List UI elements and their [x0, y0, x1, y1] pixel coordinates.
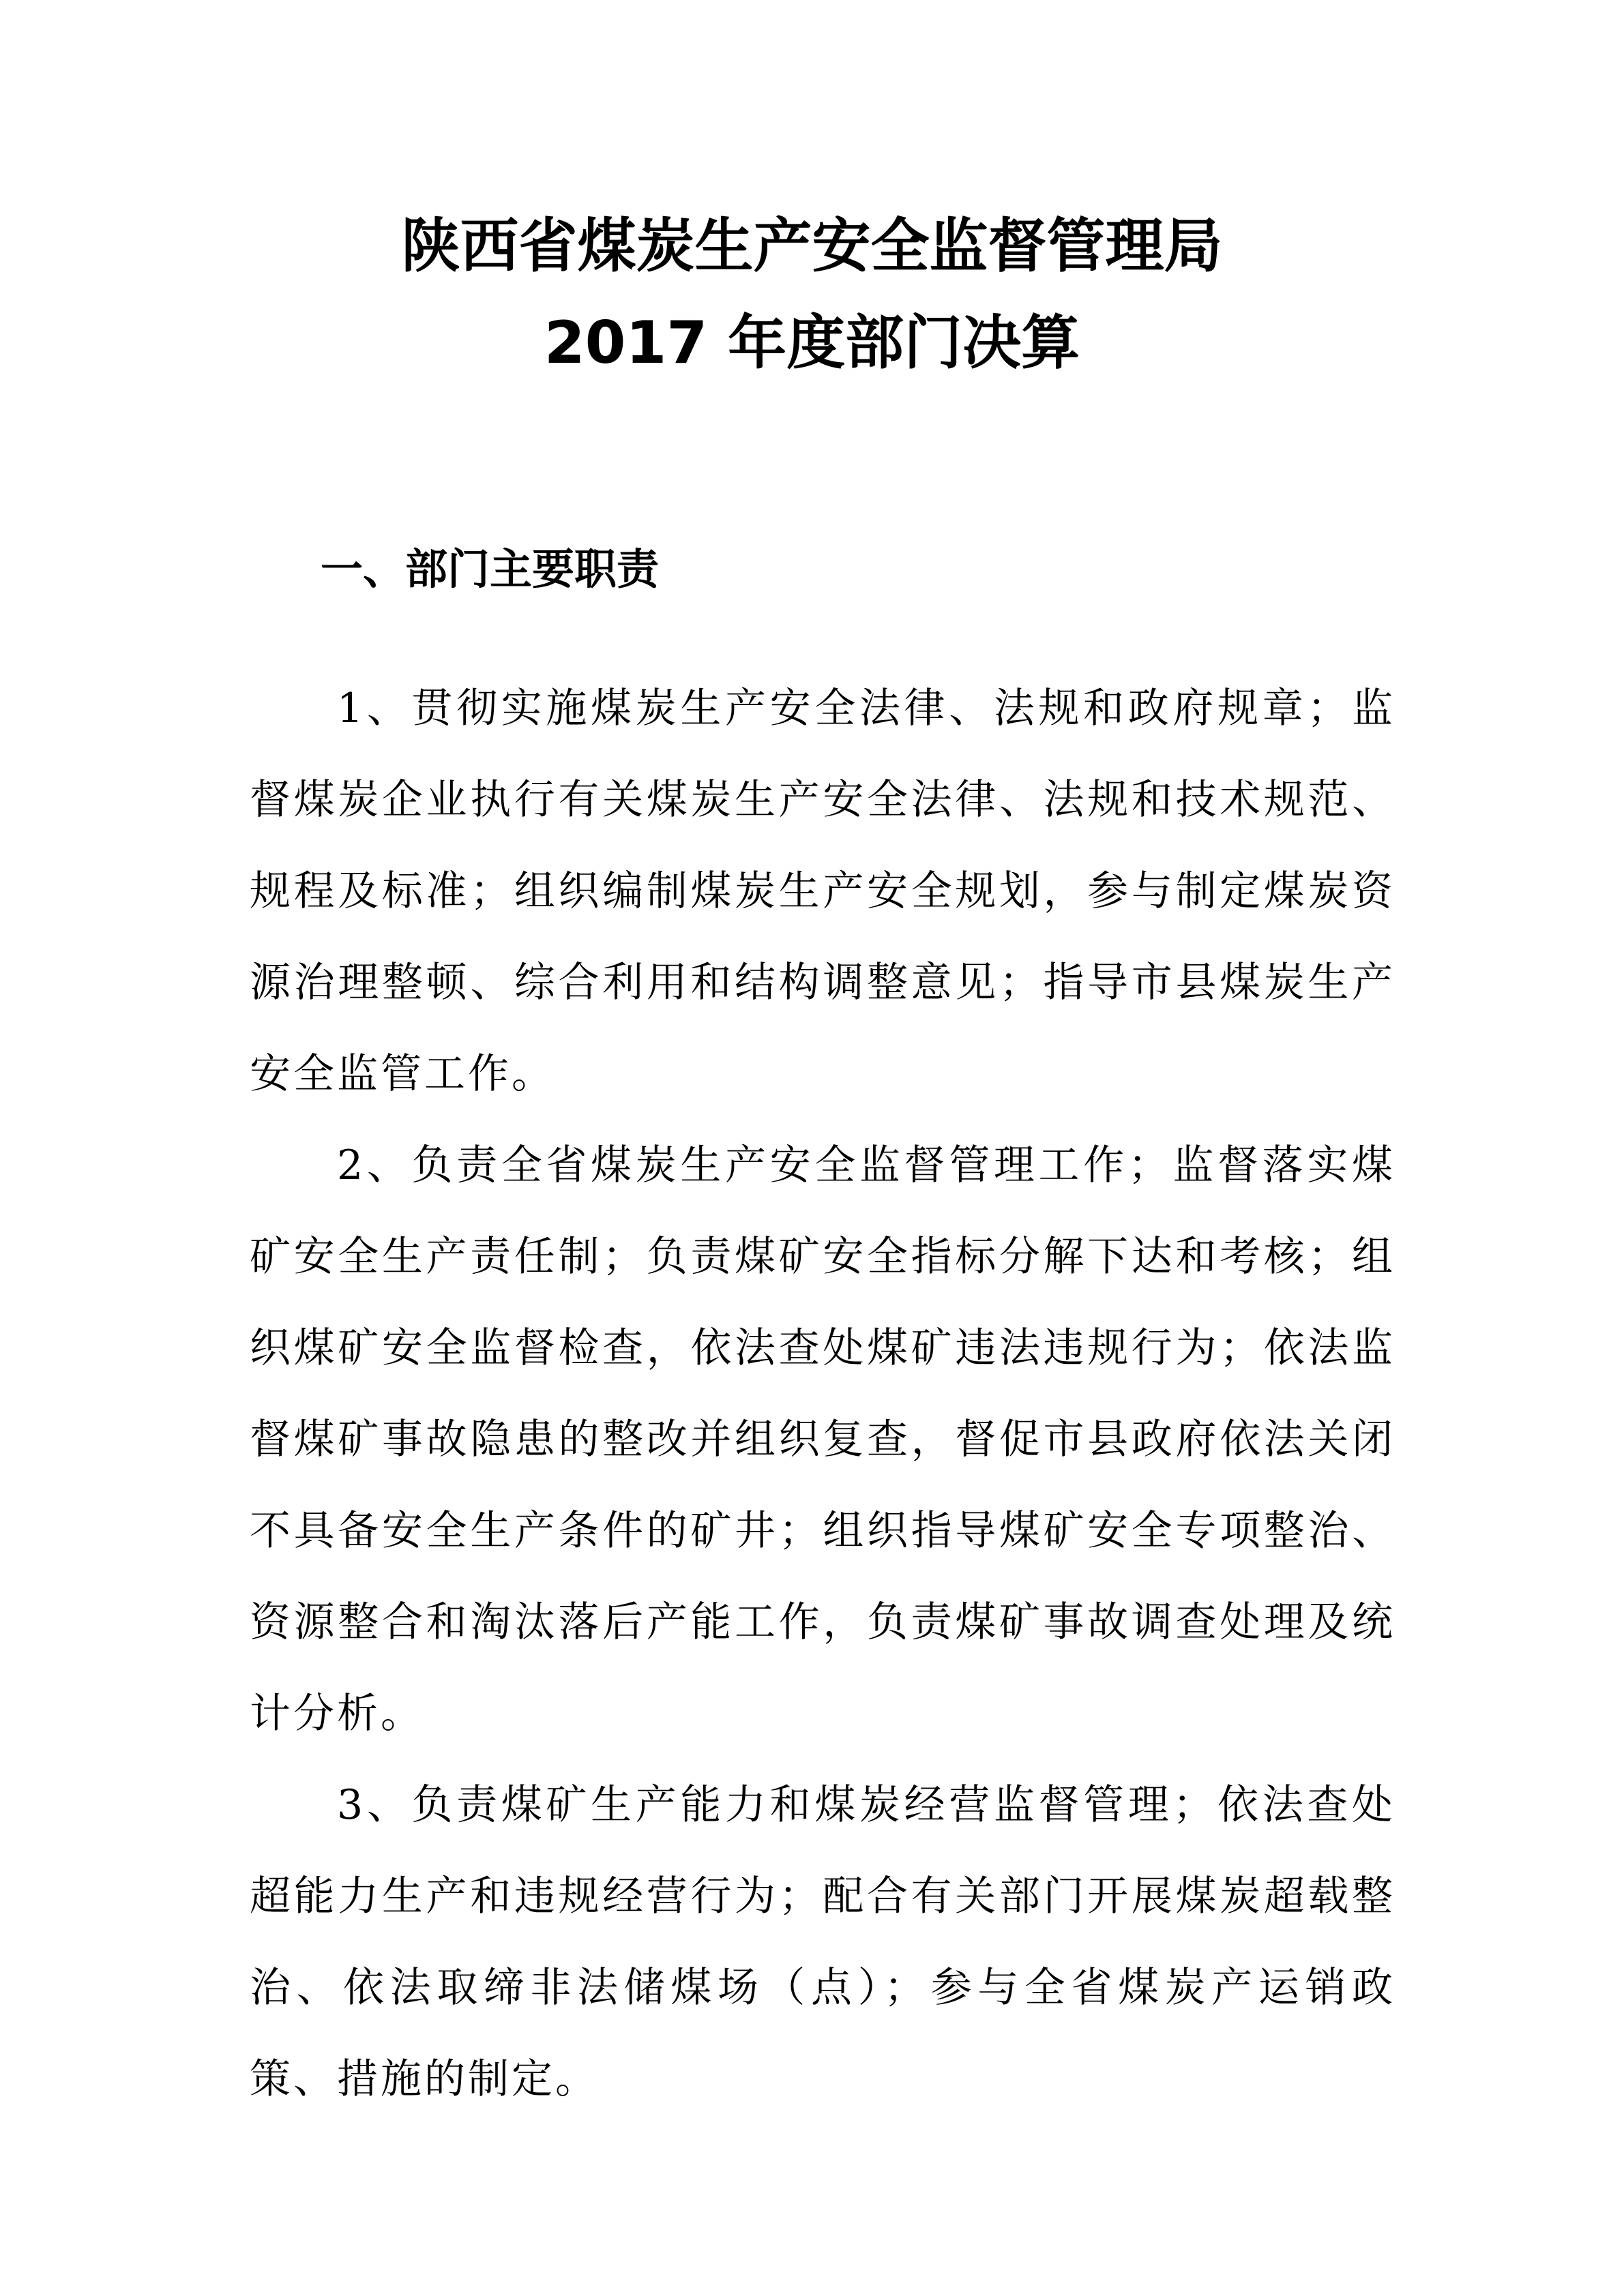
section-heading: 一、部门主要职责	[321, 544, 660, 594]
document-title	[0, 198, 1624, 391]
document-body	[250, 663, 1396, 2125]
paragraph-1: 1、贯彻实施煤炭生产安全法律、法规和政府规章；监督煤炭企业执行有关煤炭生产安全法律、法规和技术规范、规程及标准；组织编制煤炭生产安全规划，参与制定煤炭资源治理整顿、综合利用和结构调整意见；指导市县煤炭生产安全监管工作。	[250, 685, 1396, 1098]
title-line-1: 陕西省煤炭生产安全监督管理局	[401, 212, 1223, 280]
paragraph-2: 2、负责全省煤炭生产安全监督管理工作；监督落实煤矿安全生产责任制；负责煤矿安全指标分解下达和考核；组织煤矿安全监督检查，依法查处煤矿违法违规行为；依法监督煤矿事故隐患的整改并组织复查，督促市县政府依法关闭不具备安全生产条件的矿井；组织指导煤矿安全专项整治、资源整合和淘汰落后产能工作，负责煤矿事故调查处理及统计分析。	[250, 1142, 1396, 1738]
title-line-2: 2017 年度部门决算	[544, 309, 1080, 377]
paragraph-3: 3、负责煤矿生产能力和煤炭经营监督管理；依法查处超能力生产和违规经营行为；配合有关部门开展煤炭超载整治、依法取缔非法储煤场（点）；参与全省煤炭产运销政策、措施的制定。	[250, 1781, 1396, 2103]
